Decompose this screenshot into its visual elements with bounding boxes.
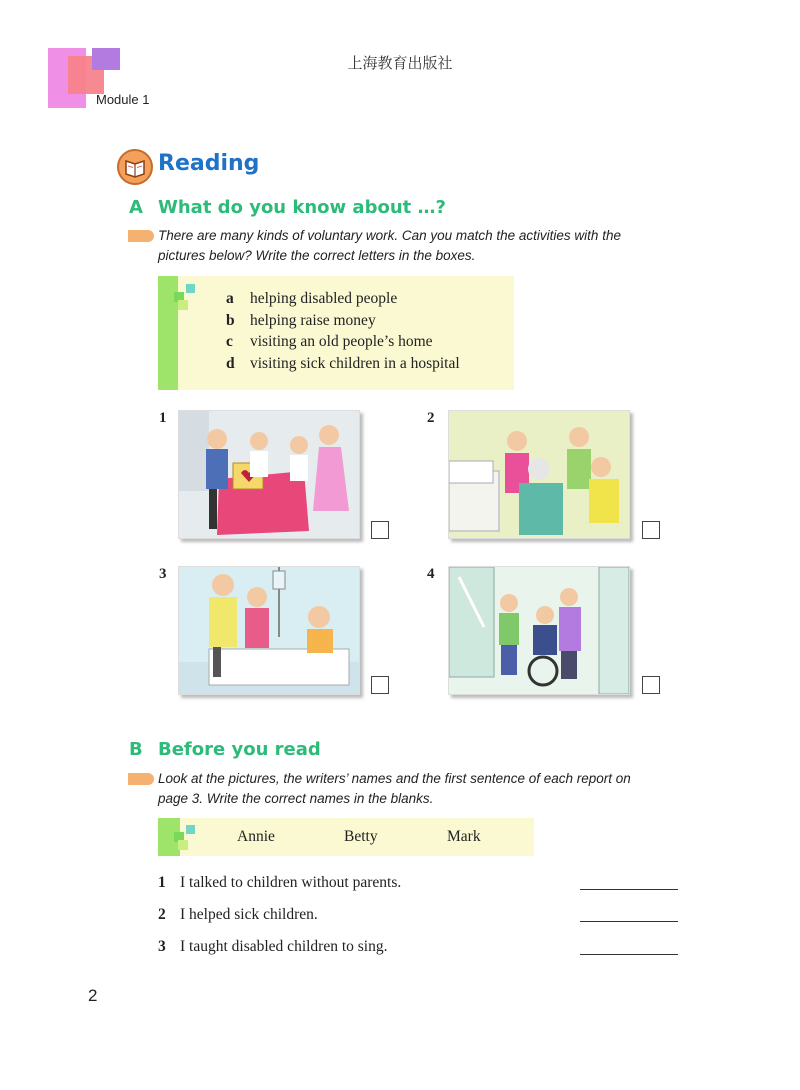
writer-name: Betty bbox=[344, 828, 378, 845]
module-label: Module 1 bbox=[96, 92, 150, 107]
page-number: 2 bbox=[88, 986, 98, 1005]
answer-blank[interactable] bbox=[580, 941, 678, 955]
option-item: c visiting an old people’s home bbox=[226, 333, 433, 350]
instruction-marker bbox=[128, 773, 154, 785]
answer-box[interactable] bbox=[371, 676, 389, 694]
section-letter: A bbox=[129, 197, 143, 218]
question-item: 1 I talked to children without parents. bbox=[158, 874, 402, 891]
question-item: 3 I taught disabled children to sing. bbox=[158, 938, 388, 955]
answer-blank[interactable] bbox=[580, 876, 678, 890]
instruction-marker bbox=[128, 230, 154, 242]
instruction-text: There are many kinds of voluntary work. Can you match the activities with the bbox=[158, 228, 621, 243]
picture-donation-table bbox=[178, 410, 360, 539]
picture-number: 3 bbox=[159, 566, 167, 582]
picture-number: 1 bbox=[159, 410, 167, 426]
decoration-square bbox=[178, 840, 188, 850]
section-title: What do you know about …? bbox=[158, 197, 446, 218]
book-icon bbox=[117, 149, 153, 185]
decoration-square bbox=[186, 284, 195, 293]
decoration-square bbox=[178, 300, 188, 310]
section-title-reading: Reading bbox=[158, 151, 260, 176]
picture-number: 2 bbox=[427, 410, 435, 426]
question-item: 2 I helped sick children. bbox=[158, 906, 318, 923]
section-letter: B bbox=[129, 739, 143, 760]
section-title: Before you read bbox=[158, 739, 321, 760]
answer-box[interactable] bbox=[642, 676, 660, 694]
option-item: b helping raise money bbox=[226, 312, 376, 329]
picture-elderly-home-visit bbox=[448, 410, 630, 539]
picture-wheelchair-help bbox=[448, 566, 630, 695]
writer-name: Mark bbox=[447, 828, 481, 845]
answer-box[interactable] bbox=[371, 521, 389, 539]
decoration-square bbox=[186, 825, 195, 834]
picture-number: 4 bbox=[427, 566, 435, 582]
option-item: a helping disabled people bbox=[226, 290, 398, 307]
picture-hospital-bed-visit bbox=[178, 566, 360, 695]
option-item: d visiting sick children in a hospital bbox=[226, 355, 460, 372]
instruction-text: page 3. Write the correct names in the blanks. bbox=[158, 791, 434, 806]
publisher-name: 上海教育出版社 bbox=[347, 54, 453, 72]
writer-name: Annie bbox=[237, 828, 275, 845]
answer-box[interactable] bbox=[642, 521, 660, 539]
answer-blank[interactable] bbox=[580, 908, 678, 922]
instruction-text: Look at the pictures, the writers’ names and the first sentence of each report on bbox=[158, 771, 631, 786]
instruction-text: pictures below? Write the correct letters in the boxes. bbox=[158, 248, 476, 263]
